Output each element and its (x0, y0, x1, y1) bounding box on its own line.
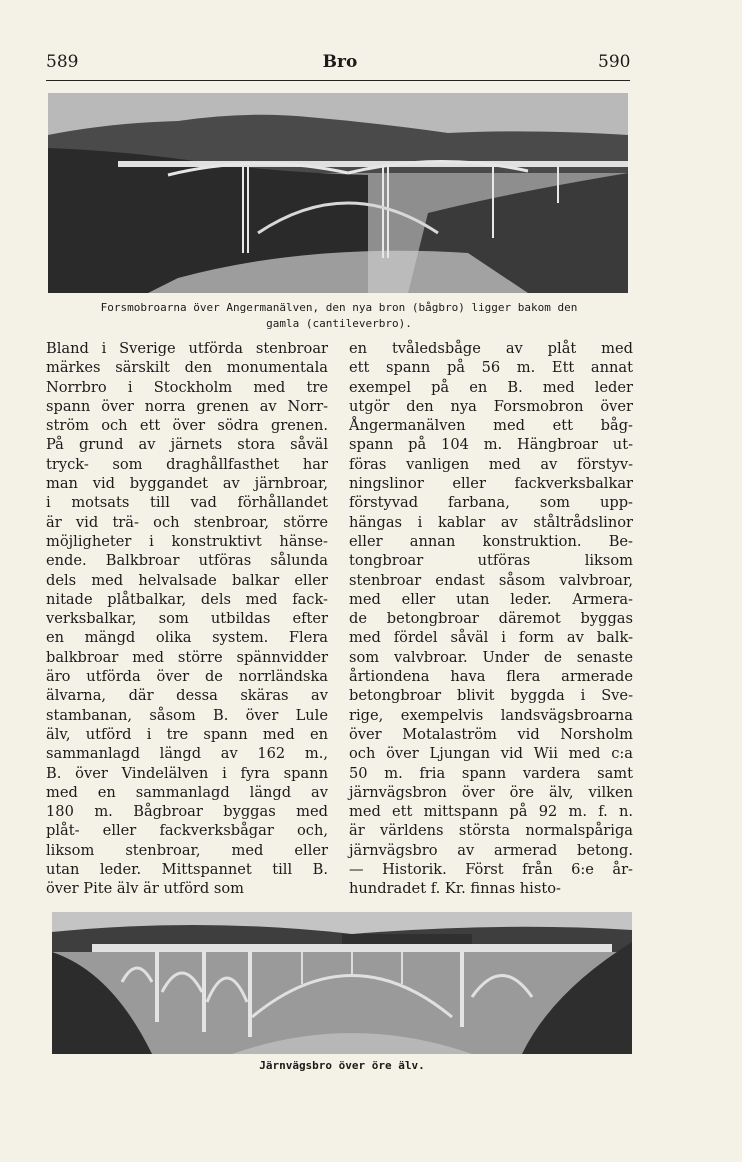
text-line: exempel på en B. med leder (349, 378, 633, 396)
text-line: årtiondena hava flera armerade (349, 668, 633, 686)
text-line: spann på 104 m. Hängbroar ut- (349, 436, 633, 454)
text-line: spann över norra grenen av Norr- (46, 397, 328, 415)
text-line: över Pite älv är utförd som (46, 880, 244, 898)
text-line: verksbalkar, som utbildas efter (46, 610, 328, 628)
text-line: nitade plåtbalkar, dels med fack- (46, 590, 328, 608)
text-line: dels med helvalsade balkar eller (46, 571, 328, 589)
text-line: stambanan, såsom B. över Lule (46, 706, 328, 724)
text-line: med en sammanlagd längd av (46, 783, 328, 801)
text-line: eller annan konstruktion. Be- (349, 532, 633, 550)
text-line: utgör den nya Forsmobron över (349, 397, 633, 415)
text-line: märkes särskilt den monumentala (46, 359, 328, 377)
text-line: ningslinor eller fackverksbalkar (349, 475, 633, 493)
top-caption-line-1: Forsmobroarna över Angermanälven, den nya bron (bågbro) ligger bakom den (100, 301, 578, 314)
top-caption-line-2: gamla (cantileverbro). (266, 317, 412, 330)
text-line: plåt- eller fackverksbågar och, (46, 822, 328, 840)
text-line: rige, exempelvis landsvägsbroarna (349, 706, 633, 724)
text-line: över Motalaström vid Norsholm (349, 725, 633, 743)
text-line: — Historik. Först från 6:e år- (349, 861, 633, 879)
railway-bridge-photo (52, 912, 632, 1054)
left-text-column (46, 339, 328, 899)
text-line: i motsats till vad förhållandet (46, 494, 328, 512)
text-line: med fördel såväl i form av balk- (349, 629, 633, 647)
text-line: Bland i Sverige utförda stenbroar (46, 340, 328, 357)
text-line: B. över Vindelälven i fyra spann (46, 764, 328, 782)
text-line: utan leder. Mittspannet till B. (46, 861, 328, 879)
text-line: järnvägsbron över öre älv, vilken (349, 783, 633, 801)
text-line: som valvbroar. Under de senaste (349, 648, 633, 666)
text-line: en tvåledsbåge av plåt med (349, 340, 633, 357)
page-title: Bro (322, 52, 358, 72)
text-line: tryck- som draghållfasthet har (46, 455, 328, 473)
text-line: man vid byggandet av järnbroar, (46, 475, 328, 493)
text-line: ende. Balkbroar utföras sålunda (46, 552, 328, 570)
text-line: älv, utförd i tre spann med en (46, 725, 328, 743)
text-line: förstyvad farbana, som upp- (349, 494, 633, 512)
text-line: är världens största normalspåriga (349, 822, 633, 840)
text-line: en mängd olika system. Flera (46, 629, 328, 647)
text-line: Norrbro i Stockholm med tre (46, 378, 328, 396)
text-line: och över Ljungan vid Wii med c:a (349, 745, 633, 763)
bottom-photo-caption: Järnvägsbro över öre älv. (259, 1059, 425, 1072)
text-line: sammanlagd längd av 162 m., (46, 745, 328, 763)
text-line: liksom stenbroar, med eller (46, 841, 328, 859)
text-line: hundradet f. Kr. finnas histo- (349, 880, 561, 898)
text-line: föras vanligen med av förstyv- (349, 455, 633, 473)
text-line: ett spann på 56 m. Ett annat (349, 359, 633, 377)
page-number-left: 589 (46, 52, 79, 72)
text-line: Ångermanälven med ett båg- (349, 417, 633, 435)
text-line: tongbroar utföras liksom (349, 552, 633, 570)
top-photo-caption (46, 300, 632, 332)
text-line: balkbroar med större spännvidder (46, 648, 328, 666)
text-line: järnvägsbro av armerad betong. (349, 841, 633, 859)
text-line: med ett mittspann på 92 m. f. n. (349, 803, 633, 821)
text-line: ström och ett över södra grenen. (46, 417, 328, 435)
text-line: de betongbroar däremot byggas (349, 610, 633, 628)
header-rule (46, 80, 630, 81)
text-line: möjligheter i konstruktivt hänse- (46, 532, 328, 550)
text-line: betongbroar blivit byggda i Sve- (349, 687, 633, 705)
text-line: 180 m. Bågbroar byggas med (46, 803, 328, 821)
text-line: hängas i kablar av ståltrådslinor (349, 513, 633, 531)
right-text-column (349, 339, 633, 899)
page-number-right: 590 (598, 52, 631, 72)
text-line: stenbroar endast såsom valvbroar, (349, 571, 633, 589)
forsmo-bridges-photo (48, 93, 628, 293)
text-line: 50 m. fria spann vardera samt (349, 764, 633, 782)
text-line: med eller utan leder. Armera- (349, 590, 633, 608)
text-line: är vid trä- och stenbroar, större (46, 513, 328, 531)
text-line: älvarna, där dessa skäras av (46, 687, 328, 705)
text-line: äro utförda över de norrländska (46, 668, 328, 686)
text-line: På grund av järnets stora såväl (46, 436, 328, 454)
